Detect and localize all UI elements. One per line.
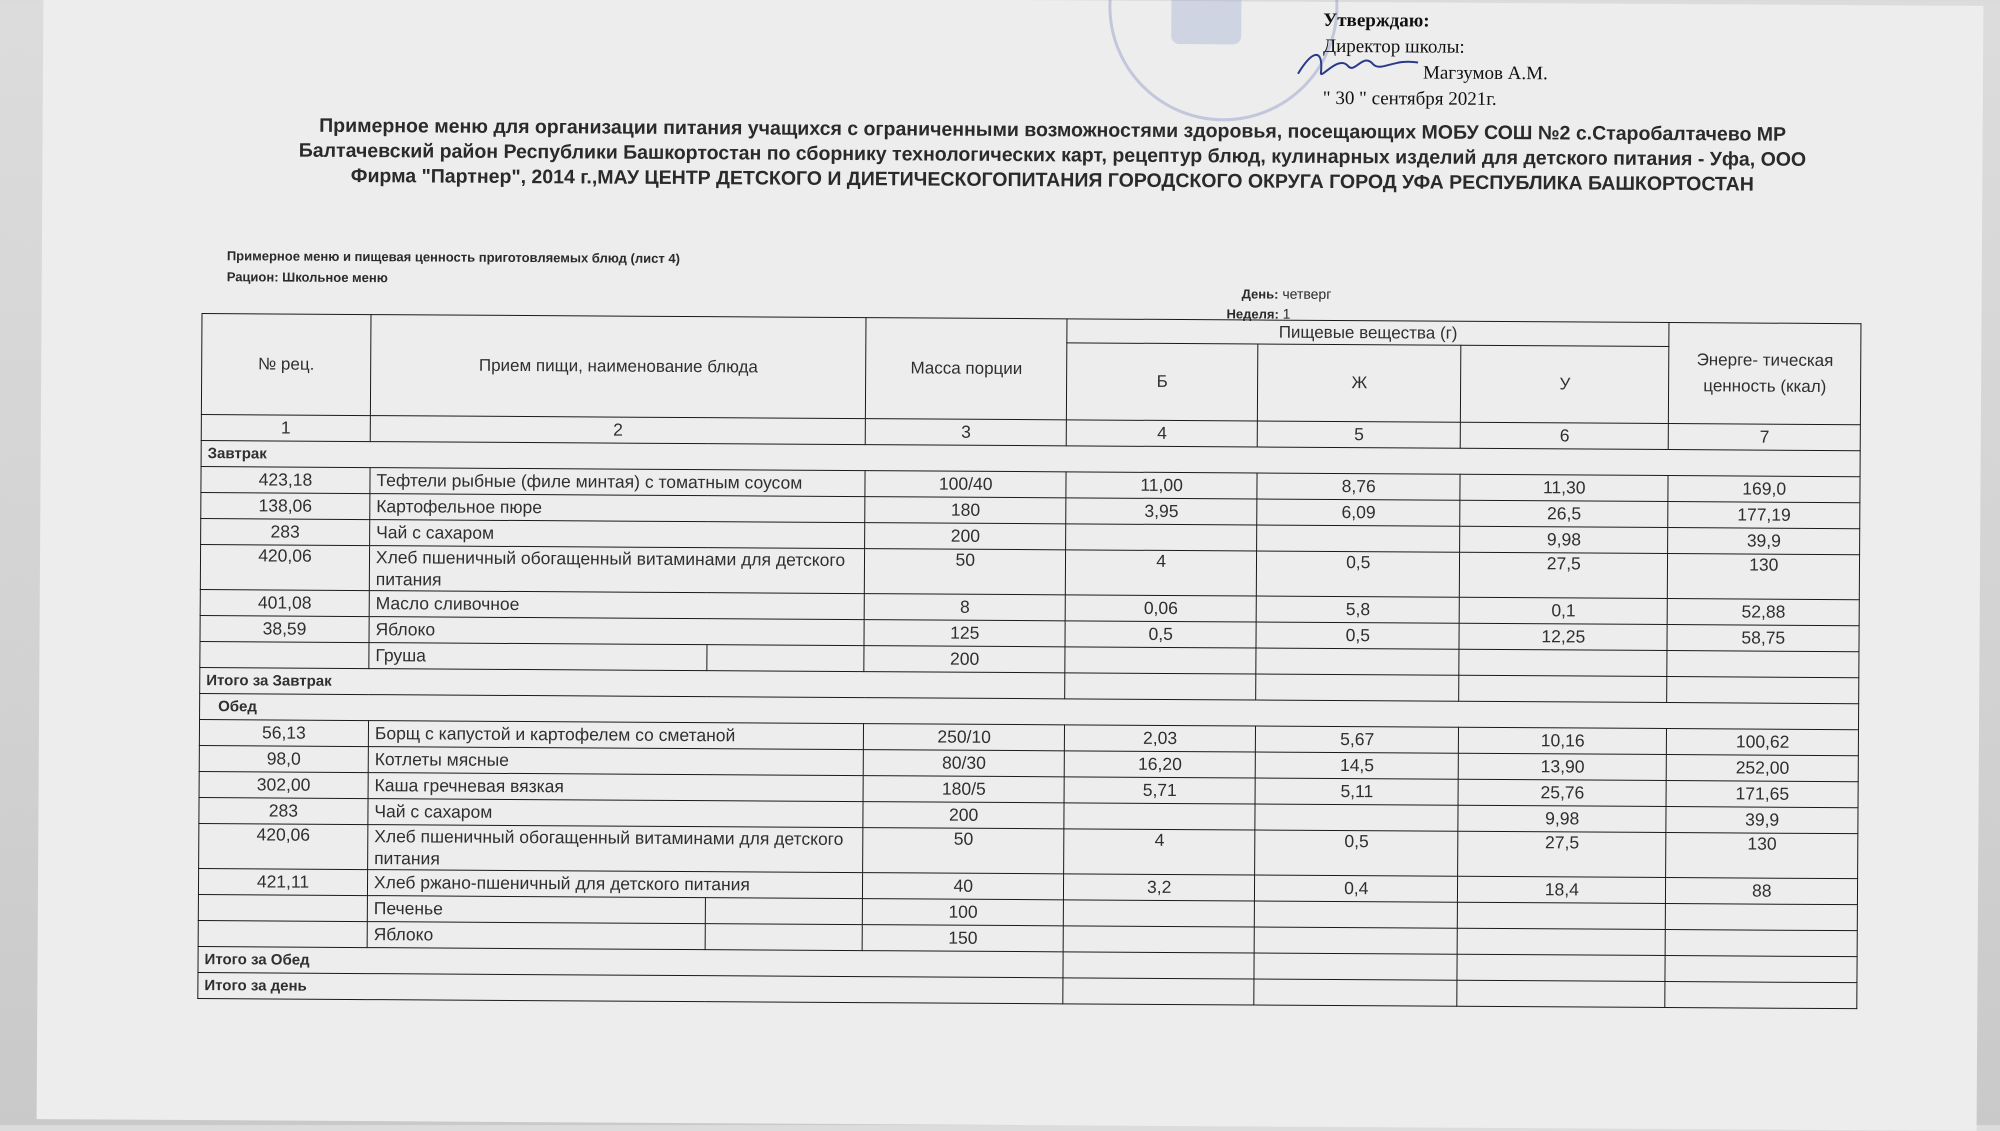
rec-cell: 420,06 <box>200 545 369 591</box>
carb-cell: 18,4 <box>1458 876 1667 903</box>
kcal-cell <box>1666 904 1858 931</box>
mass-cell: 125 <box>864 620 1065 647</box>
col-number: 4 <box>1066 420 1258 447</box>
dish-cell: Яблоко <box>367 922 705 950</box>
rec-cell: 420,06 <box>199 824 368 870</box>
fat-cell: 5,67 <box>1256 726 1459 753</box>
kcal-cell: 177,19 <box>1668 502 1860 529</box>
dish-cell: Картофельное пюре <box>370 494 866 523</box>
total-label-day: Итого за день <box>198 973 1063 1004</box>
col-number: 1 <box>201 415 370 442</box>
mass-cell: 40 <box>863 873 1064 900</box>
kcal-cell: 88 <box>1666 878 1858 905</box>
dish-cell: Яблоко <box>369 617 865 646</box>
protein-cell: 4 <box>1065 550 1257 596</box>
rec-cell: 423,18 <box>201 467 370 494</box>
section-label-breakfast: Завтрак <box>201 441 1860 477</box>
dish-cell: Котлеты мясные <box>368 747 864 776</box>
carb-cell: 0,1 <box>1459 597 1668 624</box>
protein-cell <box>1064 803 1256 830</box>
approval-position: Директор школы: <box>1323 35 1465 58</box>
total-cell <box>1063 978 1255 1005</box>
table-header-row <box>202 314 1861 348</box>
header-fats: Ж <box>1258 344 1461 422</box>
total-cell <box>1256 674 1459 701</box>
total-cell <box>1665 956 1857 983</box>
total-cell <box>1065 673 1257 700</box>
carb-cell <box>1457 902 1666 929</box>
day-value: четверг <box>1282 285 1332 302</box>
rec-cell: 138,06 <box>201 493 370 520</box>
header-nutrients: Пищевые вещества (г) <box>1067 319 1670 347</box>
protein-cell: 5,71 <box>1064 777 1256 804</box>
dish-cell: Тефтели рыбные (филе минтая) с томатным соусом <box>370 468 866 497</box>
total-label-breakfast: Итого за Завтрак <box>200 668 1065 699</box>
approval-heading: Утверждаю: <box>1323 9 1430 32</box>
fat-cell <box>1256 648 1459 675</box>
carb-cell: 10,16 <box>1458 727 1667 754</box>
rec-cell: 38,59 <box>200 616 369 643</box>
rec-cell: 283 <box>201 519 370 546</box>
mass-cell: 50 <box>863 828 1064 874</box>
mass-cell: 200 <box>864 646 1065 673</box>
kcal-cell: 252,00 <box>1667 755 1859 782</box>
kcal-cell <box>1667 651 1859 678</box>
carb-cell: 9,98 <box>1460 526 1669 553</box>
col-number: 5 <box>1258 421 1461 448</box>
fat-cell: 5,8 <box>1257 596 1460 623</box>
total-cell <box>1457 980 1666 1007</box>
rec-cell <box>200 642 369 669</box>
mass-cell: 150 <box>863 925 1064 952</box>
fat-cell: 0,5 <box>1257 551 1460 597</box>
kcal-cell: 171,65 <box>1667 781 1859 808</box>
protein-cell <box>1063 926 1255 953</box>
col-number: 6 <box>1460 422 1669 449</box>
day-label: День: <box>1241 286 1279 302</box>
total-cell <box>1254 979 1457 1006</box>
fat-cell: 0,4 <box>1255 875 1458 902</box>
protein-cell: 3,95 <box>1066 498 1258 525</box>
protein-cell <box>1065 647 1257 674</box>
fat-cell: 0,5 <box>1255 830 1458 876</box>
protein-cell: 4 <box>1064 829 1256 875</box>
menu-subtitle: Примерное меню и пищевая ценность приготовляемых блюд (лист 4) <box>226 248 680 266</box>
carb-cell: 13,90 <box>1458 753 1667 780</box>
week-label: Неделя: <box>1226 306 1279 322</box>
mass-cell: 100 <box>863 899 1064 926</box>
mass-cell: 180 <box>865 497 1066 524</box>
kcal-cell: 52,88 <box>1668 599 1860 626</box>
mass-cell: 200 <box>865 523 1066 550</box>
mass-cell: 100/40 <box>865 471 1066 498</box>
header-portion-mass: Масса порции <box>866 318 1067 420</box>
carb-cell: 25,76 <box>1458 779 1667 806</box>
mass-cell: 180/5 <box>864 776 1065 803</box>
header-proteins: Б <box>1066 343 1258 421</box>
dish-cell: Хлеб ржано-пшеничный для детского питания <box>367 870 863 899</box>
dish-cell: Печенье <box>367 896 705 924</box>
day-info <box>1242 285 1332 302</box>
carb-cell <box>1457 928 1666 955</box>
rec-cell: 401,08 <box>200 590 369 617</box>
carb-cell <box>1459 649 1668 676</box>
carb-cell: 12,25 <box>1459 623 1668 650</box>
kcal-cell: 100,62 <box>1667 729 1859 756</box>
kcal-cell: 169,0 <box>1668 476 1860 503</box>
empty-cell <box>705 924 863 951</box>
ration-label: Рацион: Школьное меню <box>226 269 388 286</box>
fat-cell: 0,5 <box>1256 622 1459 649</box>
protein-cell: 16,20 <box>1064 751 1256 778</box>
header-dish-name: Прием пищи, наименование блюда <box>370 315 866 419</box>
week-value: 1 <box>1282 305 1291 322</box>
total-label-lunch: Итого за Обед <box>198 947 1063 978</box>
fat-cell <box>1255 901 1458 928</box>
dish-cell: Борщ с капустой и картофелем со сметаной <box>368 721 864 750</box>
protein-cell <box>1066 524 1258 551</box>
header-carbs: У <box>1460 345 1669 423</box>
total-cell <box>1063 952 1255 979</box>
kcal-cell: 130 <box>1668 554 1860 600</box>
rec-cell: 98,0 <box>199 746 368 773</box>
kcal-cell: 39,9 <box>1666 807 1858 834</box>
col-number: 3 <box>866 419 1067 446</box>
protein-cell: 2,03 <box>1064 725 1256 752</box>
approval-date: " 30 " сентября 2021г. <box>1322 87 1497 110</box>
approval-block <box>1323 8 1548 113</box>
section-label-lunch: Обед <box>200 694 1859 730</box>
dish-cell: Чай с сахаром <box>368 799 864 828</box>
protein-cell: 0,06 <box>1065 595 1257 622</box>
document-page <box>37 0 1984 1131</box>
total-cell <box>1459 675 1668 702</box>
menu-table <box>197 313 1861 1009</box>
header-rec-number: № рец. <box>201 314 371 416</box>
fat-cell <box>1255 927 1458 954</box>
total-cell <box>1254 953 1457 980</box>
rec-cell: 302,00 <box>199 772 368 799</box>
mass-cell: 50 <box>865 549 1066 595</box>
dish-cell: Каша гречневая вязкая <box>368 773 864 802</box>
rec-cell <box>198 895 367 922</box>
empty-cell <box>705 898 863 925</box>
col-number: 2 <box>370 416 866 445</box>
header-energy-value: Энерге- тическая ценность (ккал) <box>1669 323 1861 425</box>
total-cell <box>1665 982 1857 1009</box>
rec-cell: 283 <box>199 798 368 825</box>
mass-cell: 200 <box>863 802 1064 829</box>
protein-cell: 3,2 <box>1063 874 1255 901</box>
rec-cell <box>198 921 367 948</box>
dish-cell: Чай с сахаром <box>370 520 866 549</box>
mass-cell: 250/10 <box>864 724 1065 751</box>
carb-cell: 27,5 <box>1459 552 1668 598</box>
page-title: Примерное меню для организации питания учащихся с ограниченными возможностями здоровья, посещающих МОБУ СОШ №2 с.Старобалтачево МР Балтачевский район Республики Башкортостан по сборнику технологических карт, рецептур блюд, кулинарных изделий для детского питания - Уфа, ООО Фирма "Партнер", 2014 г.,МАУ ЦЕНТР ДЕТСКОГО И ДИЕТИЧЕСКОГОПИТАНИЯ ГОРОДСКОГО ОКРУГА ГОРОД УФА РЕСПУБЛИКА БАШКОРТОСТАН <box>298 114 1807 196</box>
fat-cell: 6,09 <box>1257 499 1460 526</box>
kcal-cell: 58,75 <box>1667 625 1859 652</box>
fat-cell <box>1255 804 1458 831</box>
dish-cell: Хлеб пшеничный обогащенный витаминами для детского питания <box>369 546 865 594</box>
carb-cell: 26,5 <box>1460 500 1669 527</box>
protein-cell <box>1063 900 1255 927</box>
col-number: 7 <box>1669 424 1861 451</box>
dish-cell: Хлеб пшеничный обогащенный витаминами для детского питания <box>368 825 864 873</box>
kcal-cell <box>1666 930 1858 957</box>
dish-cell: Груша <box>369 643 707 671</box>
protein-cell: 11,00 <box>1066 472 1258 499</box>
kcal-cell: 39,9 <box>1668 528 1860 555</box>
fat-cell: 8,76 <box>1257 473 1460 500</box>
empty-cell <box>707 645 865 672</box>
carb-cell: 9,98 <box>1458 805 1667 832</box>
dish-cell: Масло сливочное <box>369 591 865 620</box>
total-cell <box>1667 677 1859 704</box>
protein-cell: 0,5 <box>1065 621 1257 648</box>
carb-cell: 27,5 <box>1458 831 1667 877</box>
total-cell <box>1457 954 1666 981</box>
rec-cell: 421,11 <box>198 869 367 896</box>
fat-cell <box>1257 525 1460 552</box>
mass-cell: 80/30 <box>864 750 1065 777</box>
carb-cell: 11,30 <box>1460 474 1669 501</box>
fat-cell: 14,5 <box>1256 752 1459 779</box>
fat-cell: 5,11 <box>1255 778 1458 805</box>
rec-cell: 56,13 <box>199 720 368 747</box>
kcal-cell: 130 <box>1666 833 1858 879</box>
approval-director-name: Магзумов А.М. <box>1422 62 1548 85</box>
mass-cell: 8 <box>865 594 1066 621</box>
